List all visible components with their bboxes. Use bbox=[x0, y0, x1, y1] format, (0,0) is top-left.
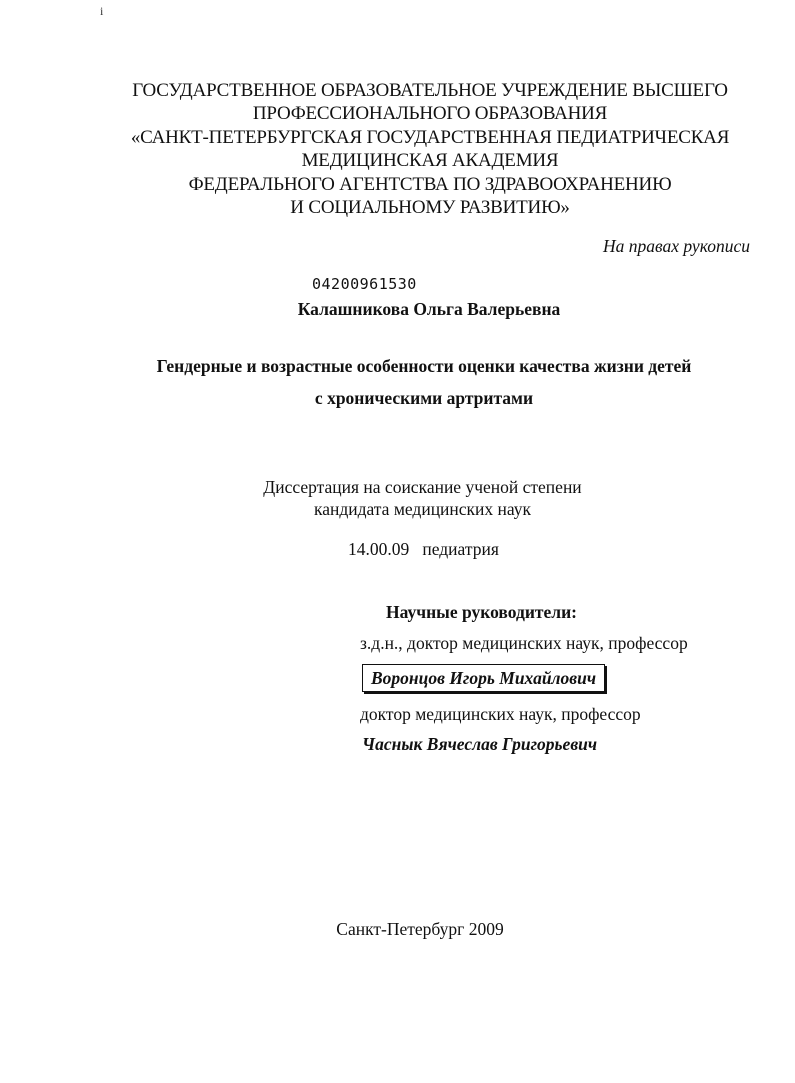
institution-line: И СОЦИАЛЬНОМУ РАЗВИТИЮ» bbox=[290, 197, 570, 219]
institution-line: МЕДИЦИНСКАЯ АКАДЕМИЯ bbox=[301, 150, 559, 172]
catalog-number: 04200961530 bbox=[312, 275, 417, 293]
supervisor-1-credentials: з.д.н., доктор медицинских наук, профессор bbox=[360, 633, 688, 653]
degree-statement bbox=[0, 476, 795, 520]
author-name: Калашникова Ольга Валерьевна bbox=[297, 299, 561, 319]
institution-name bbox=[40, 79, 795, 219]
title-line-2: с хроническими артритами bbox=[314, 388, 534, 408]
degree-line-2: кандидата медицинских наук bbox=[313, 499, 532, 519]
supervisors-heading: Научные руководители: bbox=[386, 602, 578, 622]
supervisor-1-name: Воронцов Игорь Михайлович bbox=[362, 664, 605, 692]
city-and-year: Санкт-Петербург 2009 bbox=[336, 919, 504, 939]
institution-line: ГОСУДАРСТВЕННОЕ ОБРАЗОВАТЕЛЬНОЕ УЧРЕЖДЕНИЕ ВЫСШЕГО bbox=[132, 80, 728, 101]
supervisor-2-name: Часнык Вячеслав Григорьевич bbox=[362, 734, 598, 754]
title-line-1: Гендерные и возрастные особенности оценки качества жизни детей bbox=[156, 356, 692, 376]
institution-line: «САНКТ-ПЕТЕРБУРГСКАЯ ГОСУДАРСТВЕННАЯ ПЕДИАТРИЧЕСКАЯ bbox=[130, 126, 730, 148]
supervisor-2-credentials: доктор медицинских наук, профессор bbox=[360, 704, 641, 724]
institution-line: ПРОФЕССИОНАЛЬНОГО ОБРАЗОВАНИЯ bbox=[252, 103, 608, 125]
dissertation-title bbox=[0, 350, 795, 414]
institution-line: ФЕДЕРАЛЬНОГО АГЕНТСТВА ПО ЗДРАВООХРАНЕНИЮ bbox=[188, 173, 672, 195]
degree-line-1: Диссертация на соискание ученой степени bbox=[263, 477, 582, 497]
manuscript-rights-note: На правах рукописи bbox=[603, 236, 750, 256]
corner-mark: i bbox=[100, 4, 104, 18]
specialty-code: 14.00.09 педиатрия bbox=[348, 539, 499, 559]
